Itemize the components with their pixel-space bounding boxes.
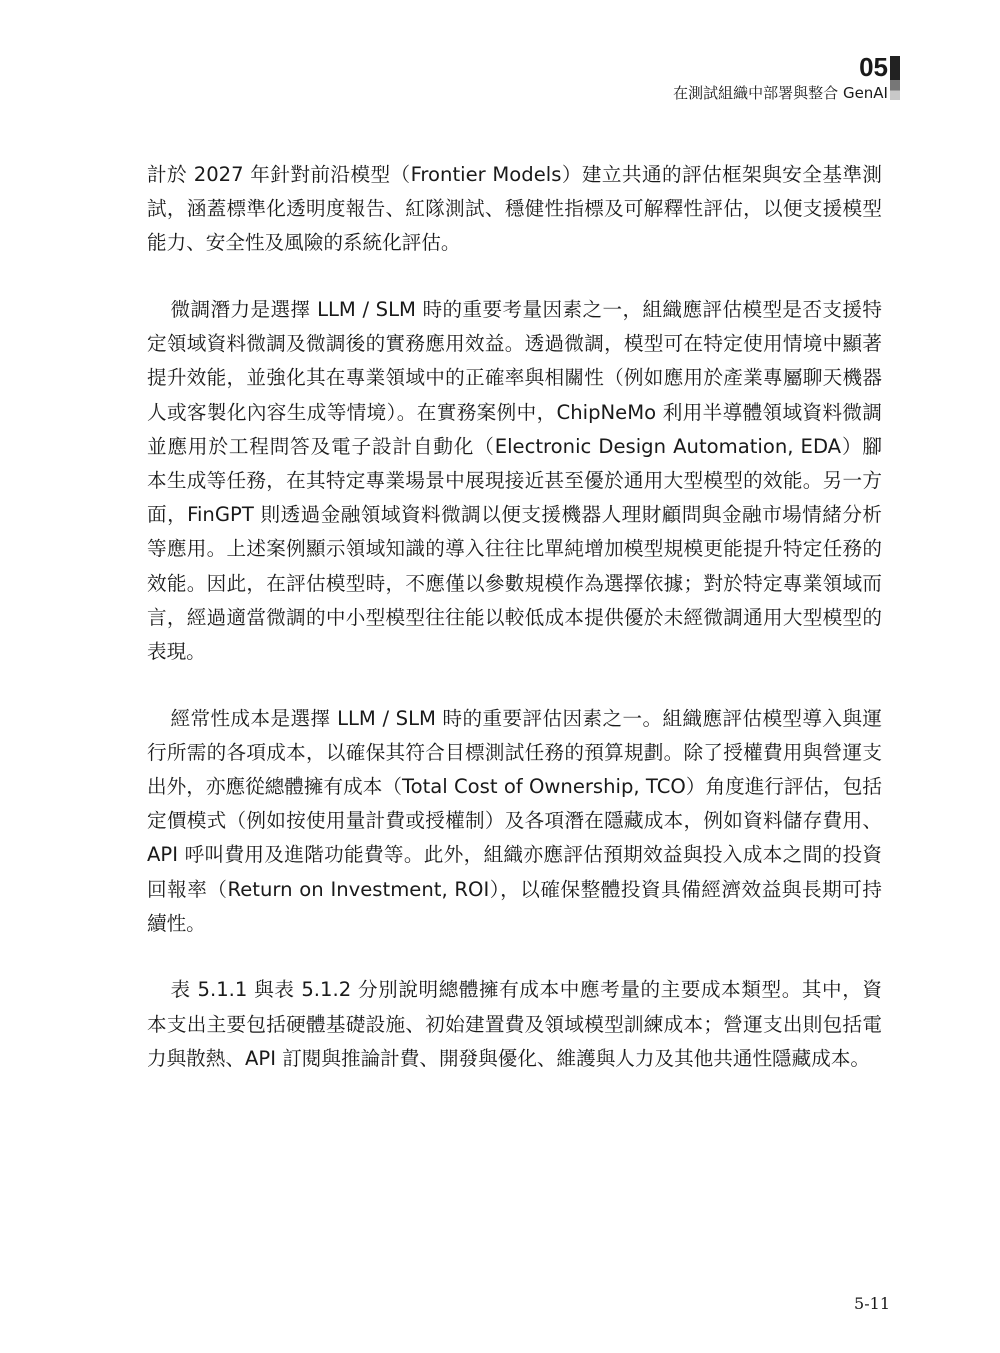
chapter-title: 在測試組織中部署與整合 GenAI: [673, 84, 888, 102]
body-text: [147, 158, 882, 1108]
paragraph-tco-tables: 表 5.1.1 與表 5.1.2 分別說明總體擁有成本中應考量的主要成本類型。其中，資本支出主要包括硬體基礎設施、初始建置費及領域模型訓練成本；營運支出則包括電力與散熱、API 訂閱與推論計費、開發與優化、維護與人力及其他共通性隱藏成本。: [147, 978, 882, 1070]
paragraph-fine-tuning: 微調潛力是選擇 LLM / SLM 時的重要考量因素之一，組織應評估模型是否支援特定領域資料微調及微調後的實務應用效益。透過微調，模型可在特定使用情境中顯著提升效能，並強化其在專業領域中的正確率與相關性（例如應用於產業專屬聊天機器人或客製化內容生成等情境）。在實務案例中，ChipNeMo 利用半導體領域資料微調並應用於工程問答及電子設計自動化（Electronic Design Automation, EDA）腳本生成等任務，在其特定專業場景中展現接近甚至優於通用大型模型的效能。另一方面，FinGPT 則透過金融領域資料微調以便支援機器人理財顧問與金融市場情緒分析等應用。上述案例顯示領域知識的導入往往比單純增加模型規模更能提升特定任務的效能。因此，在評估模型時，不應僅以參數規模作為選擇依據；對於特定專業領域而言，經過適當微調的中小型模型往往能以較低成本提供優於未經微調通用大型模型的表現。: [147, 298, 882, 664]
paragraph-continued: 計於 2027 年針對前沿模型（Frontier Models）建立共通的評估框架與安全基準測試，涵蓋標準化透明度報告、紅隊測試、穩健性指標及可解釋性評估，以便支援模型能力、安全性及風險的系統化評估。: [147, 163, 882, 255]
running-header: [673, 52, 888, 104]
chapter-tab-marker: [890, 56, 900, 100]
page-number: 5-11: [854, 1294, 890, 1313]
chapter-number: 05: [859, 52, 888, 82]
paragraph-recurring-cost: 經常性成本是選擇 LLM / SLM 時的重要評估因素之一。組織應評估模型導入與運行所需的各項成本，以確保其符合目標測試任務的預算規劃。除了授權費用與營運支出外，亦應從總體擁有成本（Total Cost of Ownership, TCO）角度進行評估，包括定價模式（例如按使用量計費或授權制）及各項潛在隱藏成本，例如資料儲存費用、API 呼叫費用及進階功能費等。此外，組織亦應評估預期效益與投入成本之間的投資回報率（Return on Investment, ROI），以確保整體投資具備經濟效益與長期可持續性。: [147, 706, 882, 935]
